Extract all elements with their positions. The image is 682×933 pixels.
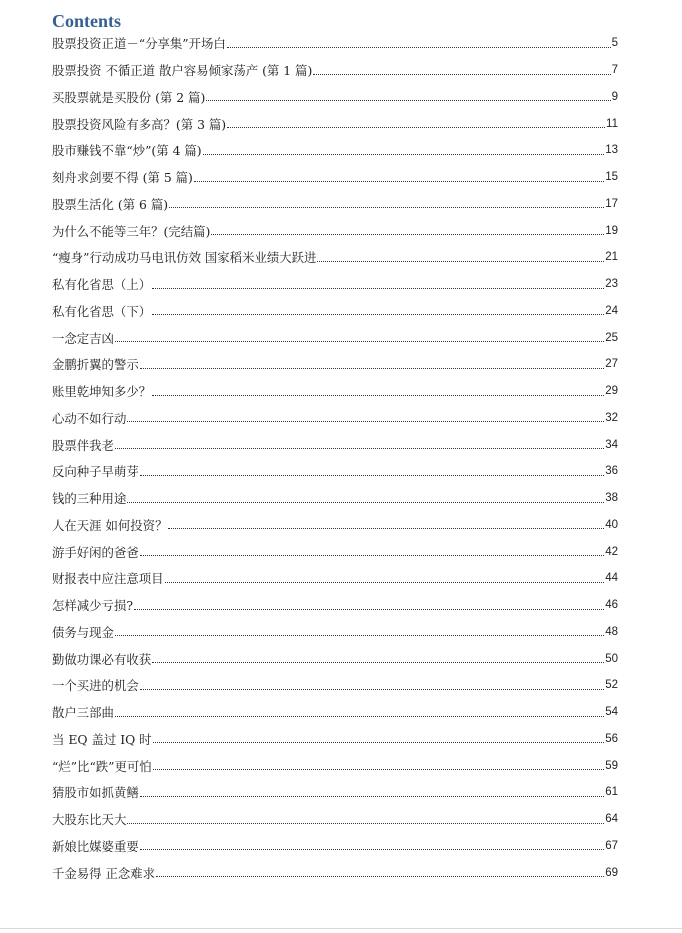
- dot-leader: [152, 662, 604, 663]
- toc-entry[interactable]: [52, 699, 618, 726]
- toc-entry-page-number: 52: [605, 679, 618, 692]
- toc-entry[interactable]: [52, 431, 618, 458]
- toc-entry-page-number: 24: [605, 304, 618, 317]
- toc-entry-page-number: 25: [605, 331, 618, 344]
- toc-entry[interactable]: [52, 726, 618, 753]
- toc-entry-title: 猜股市如抓黄鳝: [52, 785, 139, 801]
- toc-entry-page-number: 13: [605, 144, 618, 157]
- toc-entry-page-number: 38: [605, 492, 618, 505]
- toc-entry-page-number: 32: [605, 411, 618, 424]
- dot-leader: [127, 421, 604, 422]
- toc-entry-title: 人在天涯 如何投资？: [52, 517, 168, 533]
- toc-entry[interactable]: [52, 833, 618, 860]
- toc-entry[interactable]: [52, 191, 618, 218]
- toc-entry[interactable]: [52, 806, 618, 833]
- toc-entry[interactable]: [52, 405, 618, 432]
- toc-entry-page-number: 27: [605, 358, 618, 371]
- toc-entry[interactable]: [52, 298, 618, 325]
- dot-leader: [169, 207, 604, 208]
- toc-entry-page-number: 29: [605, 385, 618, 398]
- dot-leader: [134, 609, 604, 610]
- dot-leader: [152, 314, 604, 315]
- toc-entry-page-number: 69: [605, 866, 618, 879]
- table-of-contents: [52, 30, 618, 886]
- toc-entry-title: 心动不如行动: [52, 410, 127, 426]
- toc-entry-page-number: 36: [605, 465, 618, 478]
- toc-entry-title: 股票生活化 (第 6 篇): [52, 196, 169, 212]
- toc-entry[interactable]: [52, 217, 618, 244]
- toc-entry-page-number: 5: [611, 37, 618, 50]
- dot-leader: [152, 395, 604, 396]
- toc-entry[interactable]: [52, 779, 618, 806]
- toc-entry-title: 为什么不能等三年？(完结篇): [52, 223, 211, 239]
- dot-leader: [127, 502, 604, 503]
- toc-entry-page-number: 61: [605, 786, 618, 799]
- dot-leader: [317, 261, 604, 262]
- dot-leader: [211, 234, 604, 235]
- toc-entry-title: 游手好闲的爸爸: [52, 544, 139, 560]
- toc-entry-page-number: 46: [605, 599, 618, 612]
- dot-leader: [115, 716, 604, 717]
- toc-entry[interactable]: [52, 512, 618, 539]
- toc-entry-title: “烂”比“跌”更可怕: [52, 758, 152, 774]
- toc-entry-title: 股票投资风险有多高？(第 3 篇): [52, 116, 227, 132]
- toc-entry-page-number: 40: [605, 518, 618, 531]
- dot-leader: [153, 769, 605, 770]
- dot-leader: [206, 100, 610, 101]
- toc-entry-title: 新娘比媒婆重要: [52, 838, 139, 854]
- toc-entry[interactable]: [52, 137, 618, 164]
- dot-leader: [156, 876, 604, 877]
- toc-entry-title: 股票投资正道－“分享集”开场白: [52, 36, 226, 52]
- toc-entry-title: 金鹏折翼的警示: [52, 357, 139, 373]
- toc-entry-title: 账里乾坤知多少？: [52, 384, 152, 400]
- toc-entry[interactable]: [52, 244, 618, 271]
- toc-entry-page-number: 17: [605, 197, 618, 210]
- toc-entry-page-number: 21: [605, 251, 618, 264]
- toc-entry[interactable]: [52, 351, 618, 378]
- toc-entry[interactable]: [52, 592, 618, 619]
- dot-leader: [227, 127, 605, 128]
- toc-entry[interactable]: [52, 110, 618, 137]
- toc-entry-title: 财报表中应注意项目: [52, 571, 164, 587]
- toc-entry-page-number: 59: [605, 759, 618, 772]
- toc-entry[interactable]: [52, 84, 618, 111]
- dot-leader: [127, 823, 604, 824]
- dot-leader: [115, 635, 604, 636]
- dot-leader: [115, 341, 604, 342]
- toc-entry-title: 私有化省思（下）: [52, 303, 152, 319]
- toc-entry-page-number: 11: [606, 117, 618, 130]
- toc-entry[interactable]: [52, 378, 618, 405]
- toc-entry[interactable]: [52, 565, 618, 592]
- toc-entry-page-number: 9: [611, 90, 618, 103]
- dot-leader: [140, 849, 604, 850]
- dot-leader: [313, 74, 610, 75]
- toc-entry-title: 股市赚钱不靠“炒”(第 4 篇): [52, 143, 202, 159]
- toc-entry-title: 私有化省思（上）: [52, 277, 152, 293]
- toc-entry[interactable]: [52, 859, 618, 886]
- toc-entry-title: 刻舟求剑要不得 (第 5 篇): [52, 170, 193, 186]
- toc-entry-title: 大股东比天大: [52, 812, 127, 828]
- dot-leader: [140, 796, 604, 797]
- toc-entry-page-number: 7: [611, 64, 618, 77]
- dot-leader: [165, 582, 605, 583]
- toc-entry-title: 股票伴我老: [52, 437, 114, 453]
- toc-entry[interactable]: [52, 57, 618, 84]
- toc-entry-page-number: 64: [605, 813, 618, 826]
- toc-entry[interactable]: [52, 645, 618, 672]
- toc-entry-title: “瘦身”行动成功马电讯仿效 国家稻米业绩大跃进: [52, 250, 317, 266]
- toc-entry-title: 千金易得 正念难求: [52, 865, 156, 881]
- toc-entry-title: 钱的三种用途: [52, 491, 127, 507]
- dot-leader: [227, 47, 611, 48]
- toc-entry[interactable]: [52, 485, 618, 512]
- toc-entry-page-number: 34: [605, 438, 618, 451]
- toc-entry-title: 债务与现金: [52, 624, 114, 640]
- toc-entry-page-number: 44: [605, 572, 618, 585]
- toc-entry-page-number: 15: [605, 171, 618, 184]
- dot-leader: [152, 288, 604, 289]
- page-bottom-divider: [0, 928, 682, 929]
- toc-entry-page-number: 42: [605, 545, 618, 558]
- toc-entry[interactable]: [52, 538, 618, 565]
- toc-entry-page-number: 54: [605, 706, 618, 719]
- dot-leader: [168, 528, 604, 529]
- toc-entry[interactable]: [52, 672, 618, 699]
- dot-leader: [140, 368, 604, 369]
- toc-entry-page-number: 50: [605, 652, 618, 665]
- toc-entry-title: 怎样减少亏损?: [52, 598, 133, 614]
- dot-leader: [194, 181, 604, 182]
- page-title: Contents: [52, 11, 122, 31]
- toc-entry-title: 一念定吉凶: [52, 330, 114, 346]
- toc-entry-title: 买股票就是买股份 (第 2 篇): [52, 89, 206, 105]
- toc-entry[interactable]: [52, 458, 618, 485]
- dot-leader: [140, 475, 604, 476]
- toc-entry[interactable]: [52, 30, 618, 57]
- toc-entry-title: 勤做功课必有收获: [52, 651, 152, 667]
- dot-leader: [140, 689, 604, 690]
- toc-entry[interactable]: [52, 619, 618, 646]
- toc-entry-page-number: 67: [605, 839, 618, 852]
- toc-entry-title: 一个买进的机会: [52, 678, 139, 694]
- toc-entry-page-number: 48: [605, 625, 618, 638]
- dot-leader: [203, 154, 605, 155]
- toc-entry-page-number: 56: [605, 732, 618, 745]
- toc-entry-page-number: 23: [605, 278, 618, 291]
- dot-leader: [153, 742, 605, 743]
- toc-entry-page-number: 19: [605, 224, 618, 237]
- toc-entry-title: 散户三部曲: [52, 705, 114, 721]
- toc-entry[interactable]: [52, 324, 618, 351]
- toc-entry[interactable]: [52, 752, 618, 779]
- toc-entry-title: 反向种子早萌芽: [52, 464, 139, 480]
- dot-leader: [140, 555, 604, 556]
- toc-entry-title: 股票投资 不循正道 散户容易倾家荡产 (第 1 篇): [52, 63, 313, 79]
- toc-entry-title: 当 EQ 盖过 IQ 时: [52, 731, 152, 747]
- dot-leader: [115, 448, 604, 449]
- toc-entry[interactable]: [52, 271, 618, 298]
- toc-entry[interactable]: [52, 164, 618, 191]
